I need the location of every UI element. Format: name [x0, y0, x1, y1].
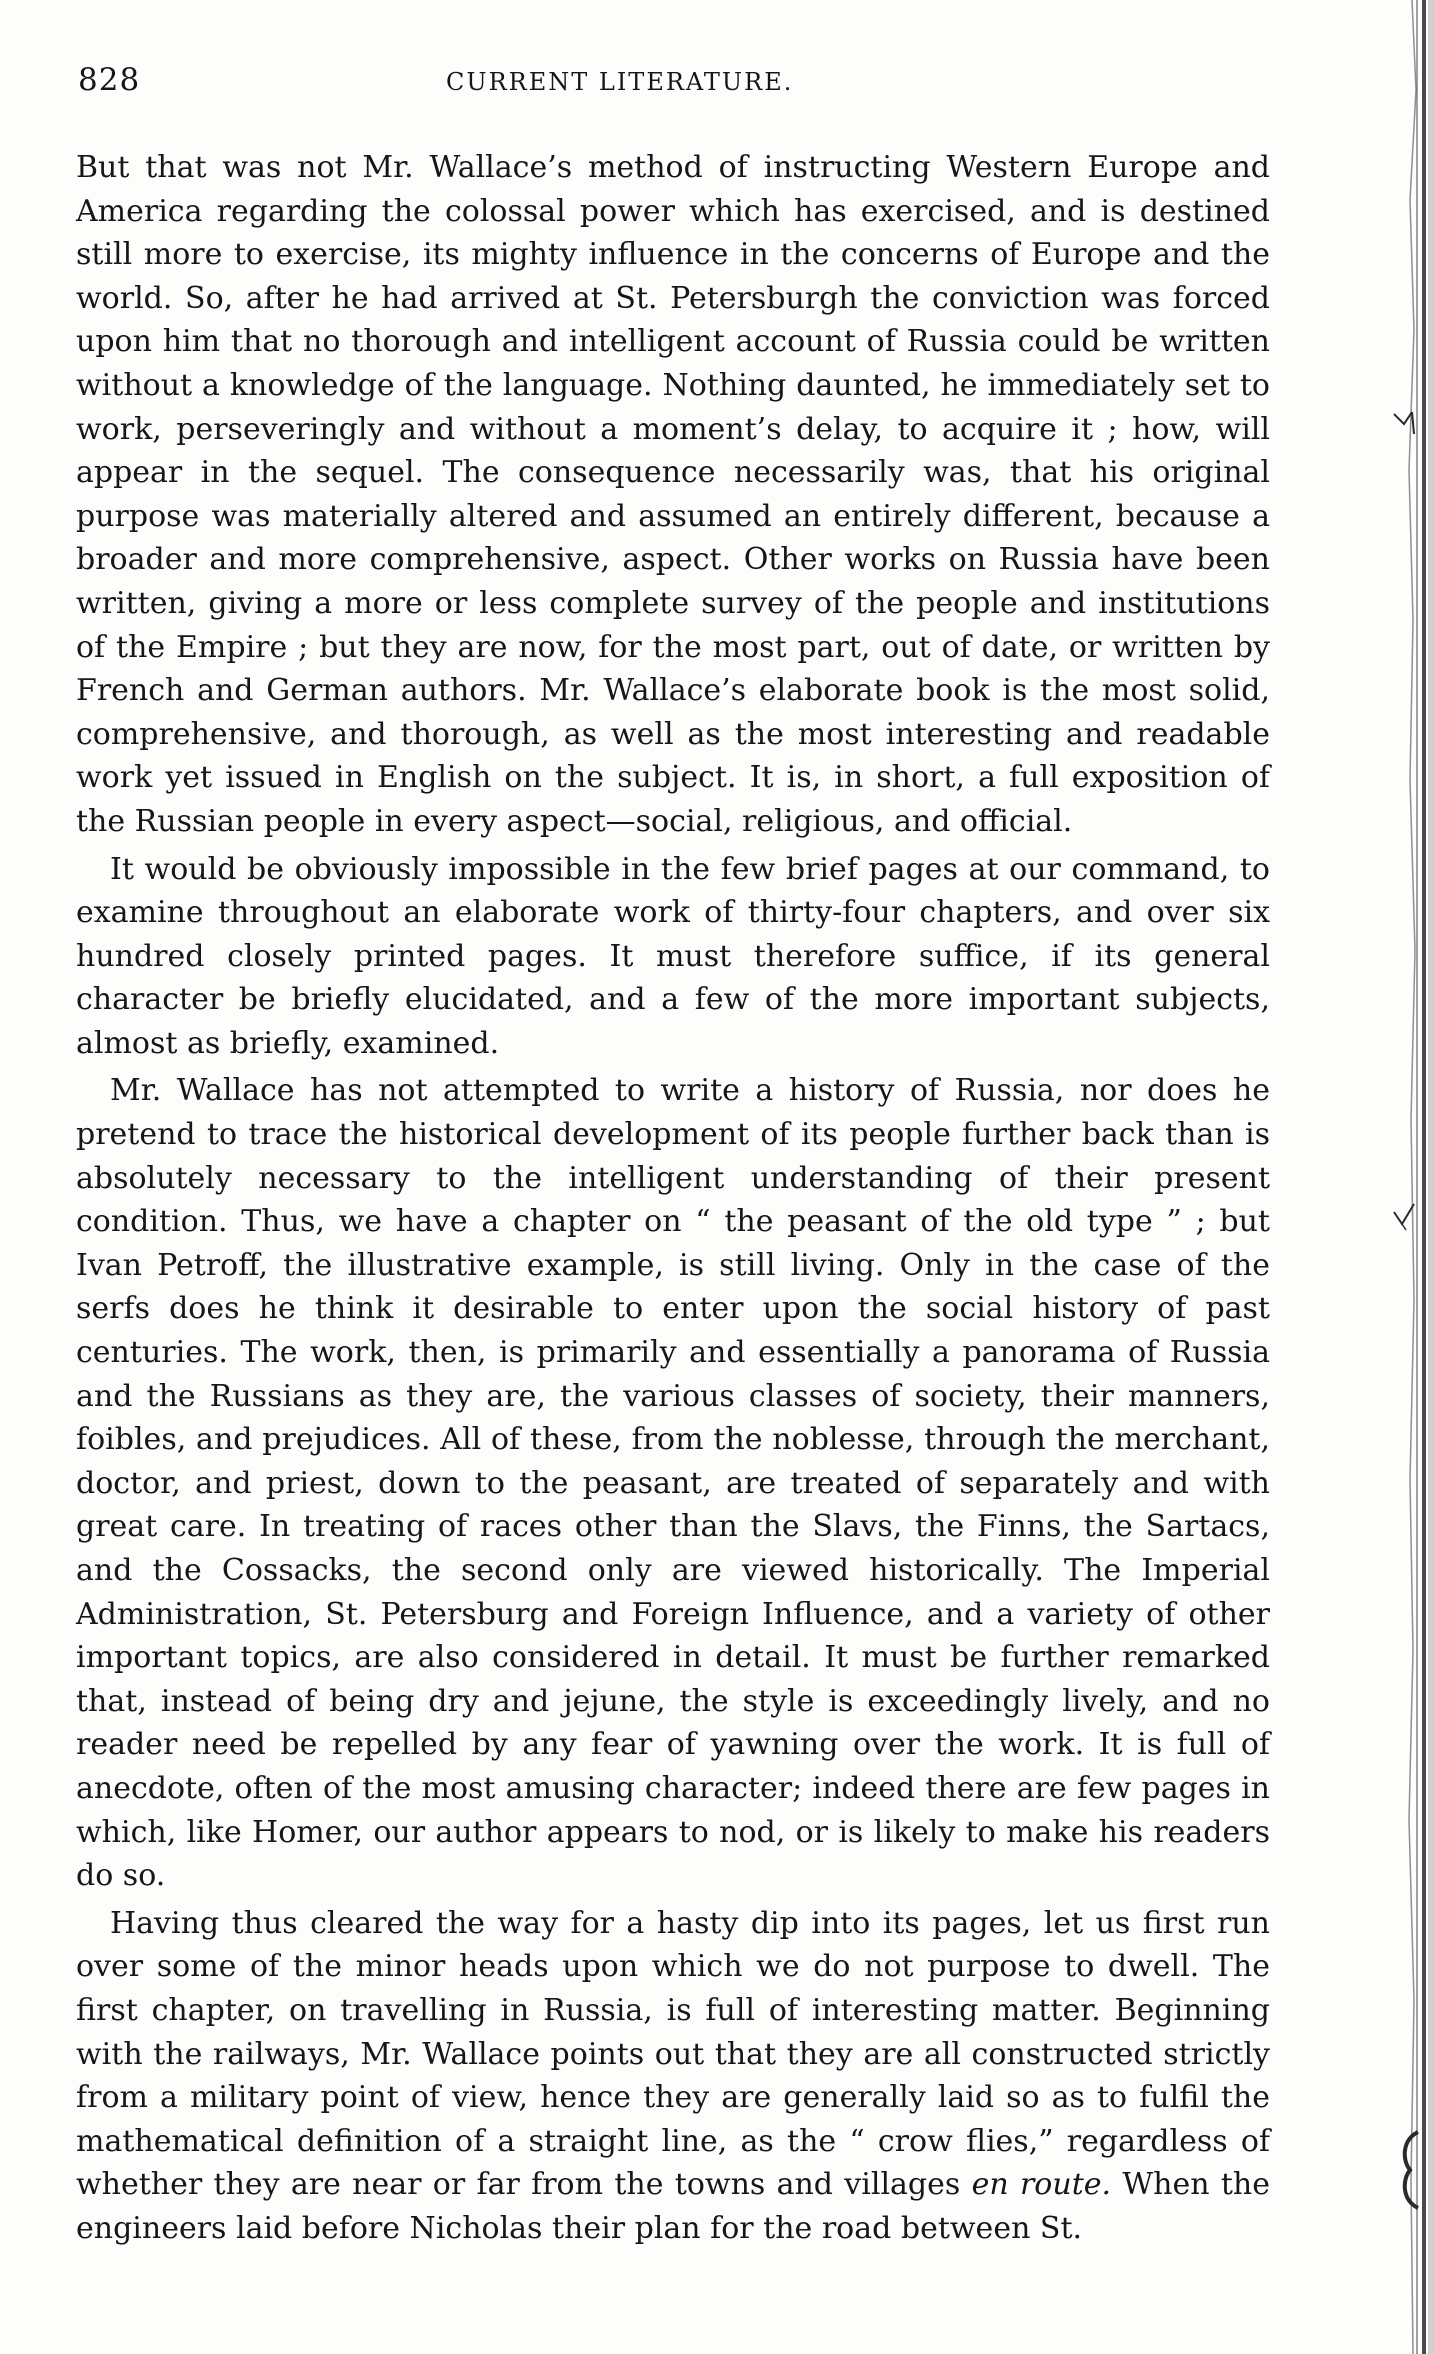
paragraph-4-text-end: When the engineers laid before Nicholas their plan for the road between St. [76, 2167, 1271, 2246]
page-edge-shadow [1400, 0, 1434, 2354]
margin-tick-mark-1 [1392, 408, 1426, 438]
paragraph-4-italic: en route. [971, 2167, 1112, 2203]
paragraph-4-text: Having thus cleared the way for a hasty dip into its pages, let us first run over some of the minor heads upon which we do not purpose to dwell. The first chapter, on travelling in Russia, is full of interesting matter. Beginning with the railways, Mr. Wallace points out that they are all constructed strictly from a military point of view, hence they are generally laid so as to fulfil the mathematical definition of a straight line, as the “ crow flies,” regardless of whether they are near or far from the towns and villages [76, 1905, 1270, 2203]
paragraph-3: Mr. Wallace has not attempted to write a history of Russia, nor does he pretend to trace the historical development of its people further back than is absolutely necessary to the intelligent understanding of their present condition. Thus, we have a chapter on “ the peasant of the old type ” ; but Ivan Petroff, the illustrative example, is still living. Only in the case of the serfs does he think it desirable to enter upon the social history of past centuries. The work, then, is primarily and essentially a panorama of Russia and the Russians as they are, the various classes of society, their manners, foibles, and prejudices. All of these, from the noblesse, through the merchant, doctor, and priest, down to the peasant, are treated of separately and with great care. In treating of races other than the Slavs, the Finns, the Sartacs, and the Cossacks, the second only are viewed historically. The Imperial Administration, St. Petersburg and Foreign Influence, and a variety of other important topics, are also considered in detail. It must be further remarked that, instead of being dry and jejune, the style is exceedingly lively, and no reader need be repelled by any fear of yawning over the work. It is full of anecdote, often of the most amusing character; indeed there are few pages in which, like Homer, our author appears to nod, or is likely to make his readers do so. [76, 1073, 1270, 1894]
paragraph-1: But that was not Mr. Wallace’s method of instructing Western Europe and America regarding the colossal power which has exercised, and is destined still more to exercise, its mighty influence in the concerns of Europe and the world. So, after he had arrived at St. Petersburgh the conviction was forced upon him that no thorough and intelligent account of Russia could be written without a knowledge of the language. Nothing daunted, he immediately set to work, perseveringly and without a moment’s delay, to acquire it ; how, will appear in the sequel. The consequence necessarily was, that his original purpose was materially altered and assumed an entirely different, because a broader and more comprehensive, aspect. Other works on Russia have been written, giving a more or less complete survey of the people and institutions of the Empire ; but they are now, for the most part, out of date, or written by French and German authors. Mr. Wallace’s elaborate book is the most solid, comprehensive, and thorough, as well as the most interesting and readable work yet issued in English on the subject. It is, in short, a full exposition of the Russian people in every aspect—social, religious, and official. [76, 150, 1270, 839]
running-title: CURRENT LITERATURE. [446, 68, 794, 96]
paragraph-4 [76, 1902, 1270, 2251]
paragraph-2: It would be obviously impossible in the few brief pages at our command, to examine throughout an elaborate work of thirty-four chapters, and over six hundred closely printed pages. It must therefore suffice, if its general character be briefly elucidated, and a few of the more important subjects, almost as briefly, examined. [76, 851, 1270, 1061]
page-header [78, 62, 1268, 102]
margin-bracket-mark [1396, 2130, 1426, 2210]
margin-tick-mark-2 [1392, 1200, 1426, 1234]
body-text [76, 146, 1270, 2255]
page-number: 828 [78, 62, 141, 98]
